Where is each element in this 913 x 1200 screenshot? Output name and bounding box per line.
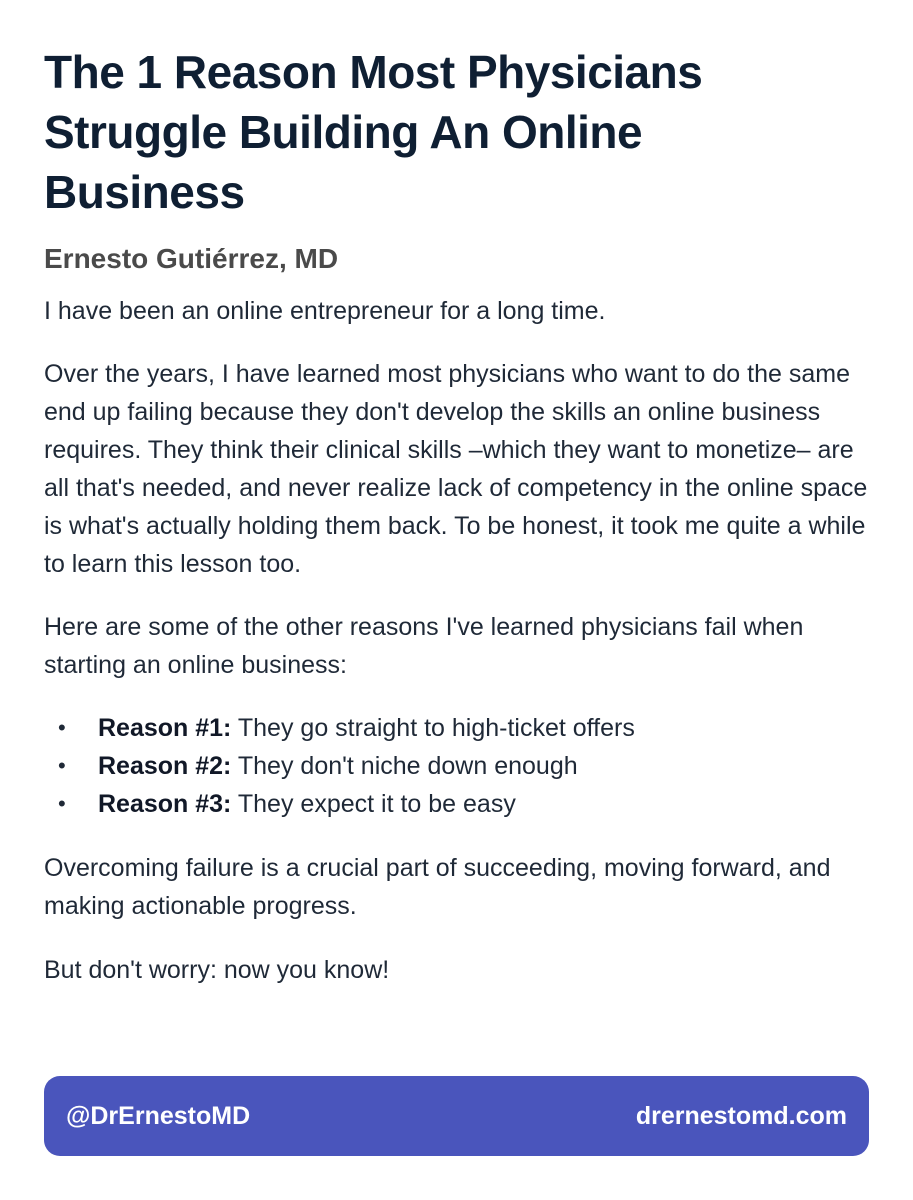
list-item [44, 709, 869, 747]
reasons-intro-paragraph: Here are some of the other reasons I've learned physicians fail when starting an online business: [44, 613, 804, 679]
reasons-list [44, 709, 869, 823]
post-title: The 1 Reason Most Physicians Struggle Building An Online Business [44, 46, 703, 218]
intro-paragraph: I have been an online entrepreneur for a long time. [44, 297, 606, 325]
footer-bar [44, 1076, 869, 1156]
author-name: Ernesto Gutiérrez, MD [44, 243, 339, 274]
body-paragraph: Over the years, I have learned most physicians who want to do the same end up failing because they don't develop the skills an online business requires. They think their clinical skills –which they want to monetize– are all that's needed, and never realize lack of competency in the online space is what's actually holding them back. To be honest, it took me quite a while to learn this lesson too. [44, 360, 868, 578]
list-item [44, 747, 869, 785]
list-item [44, 785, 869, 823]
reason-label: Reason #1: [98, 714, 232, 742]
reason-text: They go straight to high-ticket offers [231, 714, 635, 742]
reason-label: Reason #2: [98, 752, 232, 780]
bullet-icon: • [58, 791, 66, 816]
closing-paragraph: Overcoming failure is a crucial part of succeeding, moving forward, and making actionable progress. [44, 854, 831, 920]
bullet-icon: • [58, 715, 66, 740]
bullet-icon: • [58, 753, 66, 778]
website-link[interactable]: drernestomd.com [635, 1101, 847, 1130]
reason-text: They don't niche down enough [231, 752, 578, 780]
reason-label: Reason #3: [98, 790, 232, 818]
signoff-paragraph: But don't worry: now you know! [44, 956, 390, 984]
social-handle[interactable]: @DrErnestoMD [66, 1101, 251, 1130]
reason-text: They expect it to be easy [231, 790, 516, 818]
